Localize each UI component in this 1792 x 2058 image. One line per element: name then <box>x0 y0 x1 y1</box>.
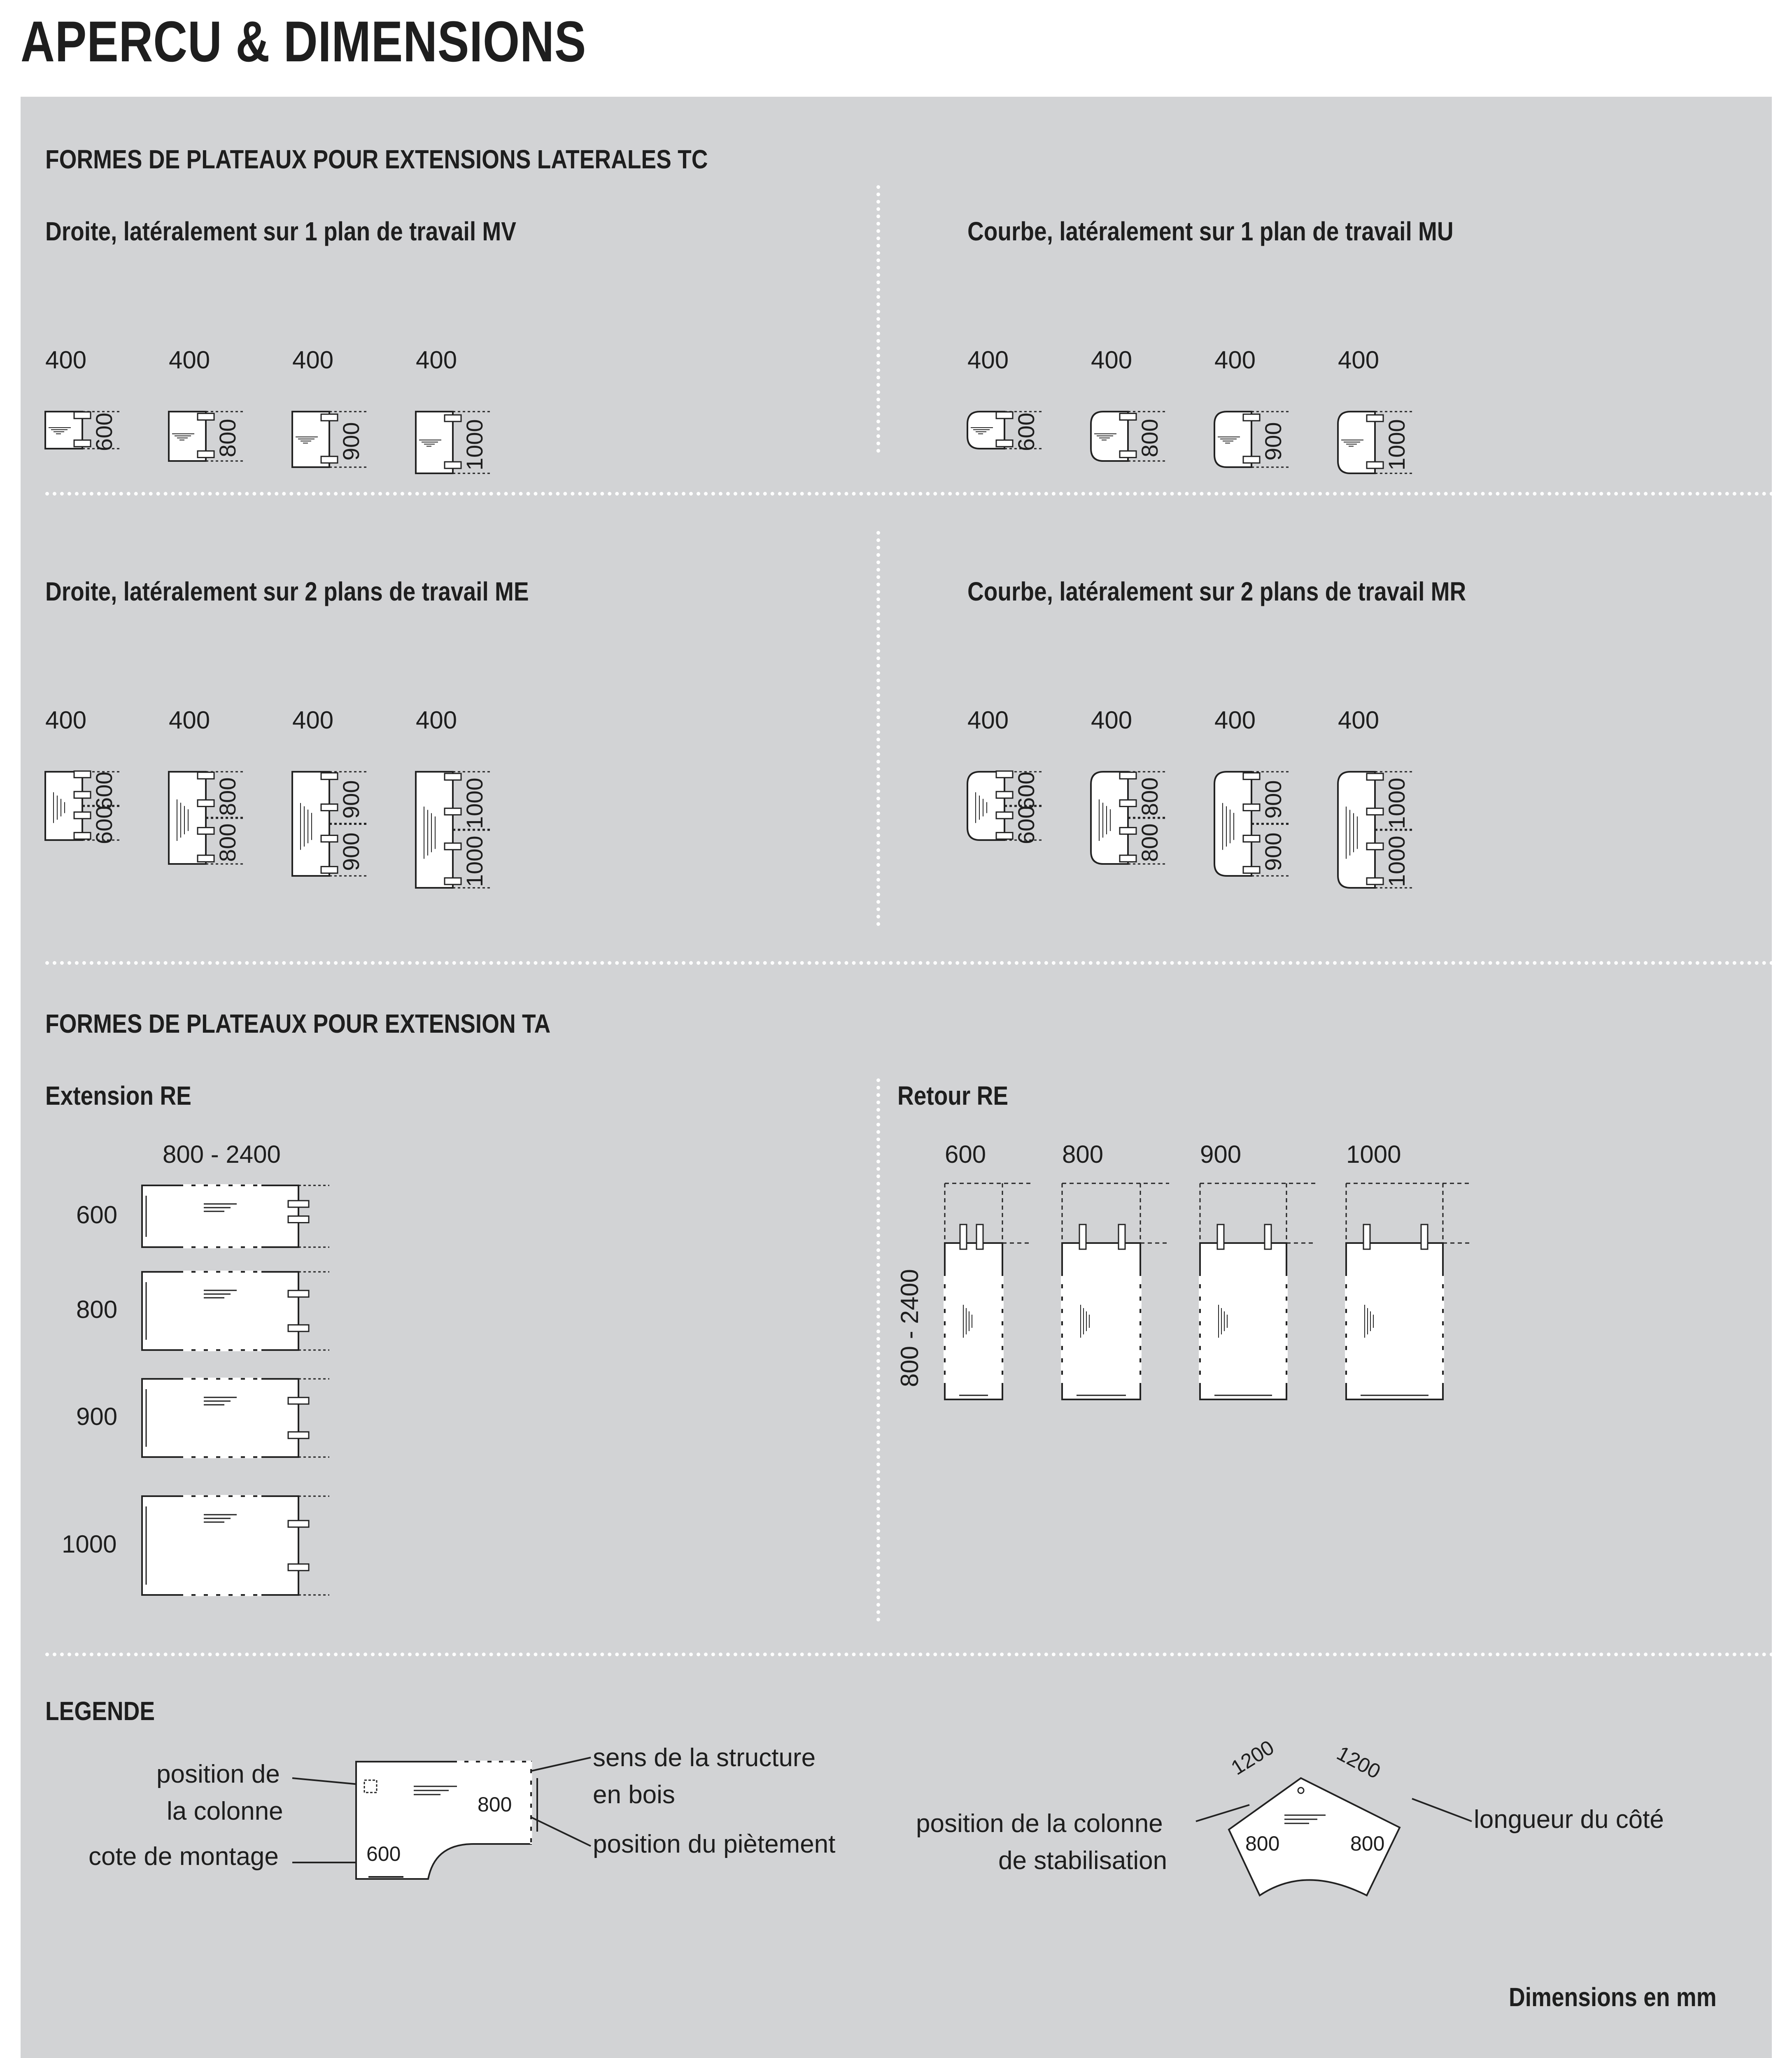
mu-length-label: 900 <box>1260 422 1286 461</box>
mr-width-label: 400 <box>1091 706 1133 734</box>
mu-length-label: 600 <box>1013 412 1039 451</box>
me-length-label-bottom: 1000 <box>461 835 487 887</box>
me-width-label: 400 <box>45 706 87 734</box>
legend-column-position-1: position de <box>156 1760 280 1788</box>
me-width-label: 400 <box>292 706 334 734</box>
extension-depth-label: 600 <box>76 1201 118 1229</box>
legend-stab-column-2: de stabilisation <box>998 1846 1167 1875</box>
tc-section-heading: FORMES DE PLATEAUX POUR EXTENSIONS LATERALES TC <box>45 144 708 174</box>
footnote-units: Dimensions en mm <box>1509 1982 1717 2012</box>
mu-length-label: 1000 <box>1384 419 1410 470</box>
mv-title: Droite, latéralement sur 1 plan de travail MV <box>45 217 516 246</box>
mv-width-label: 400 <box>169 346 210 374</box>
mr-width-label: 400 <box>1338 706 1380 734</box>
me-title: Droite, latéralement sur 2 plans de travail ME <box>45 577 529 606</box>
legend-grain-direction-2: en bois <box>593 1781 675 1809</box>
mu-title: Courbe, latéralement sur 1 plan de travail MU <box>967 217 1454 246</box>
extension-depth-label: 900 <box>76 1403 118 1430</box>
mr-title: Courbe, latéralement sur 2 plans de travail MR <box>967 577 1466 606</box>
page-title: APERCU & DIMENSIONS <box>21 9 587 74</box>
mr-width-label: 400 <box>967 706 1009 734</box>
retour-width-label: 800 <box>1062 1141 1104 1168</box>
extension-re-title: Extension RE <box>45 1081 191 1110</box>
legend-corner-side-a: 1200 <box>1227 1735 1278 1780</box>
mr-length-label-top: 1000 <box>1384 777 1410 829</box>
mv-width-label: 400 <box>292 346 334 374</box>
legend-sample-dim-a: 800 <box>478 1793 512 1816</box>
me-width-label: 400 <box>416 706 457 734</box>
mu-width-label: 400 <box>1091 346 1133 374</box>
mr-length-label-bottom: 800 <box>1137 823 1163 862</box>
mr-length-label-bottom: 1000 <box>1384 835 1410 887</box>
mv-length-label: 900 <box>338 422 364 461</box>
retour-length-label: 800 - 2400 <box>896 1269 923 1387</box>
legend-mounting-dim: cote de montage <box>89 1842 279 1871</box>
mv-length-label: 1000 <box>461 419 487 470</box>
ta-section-heading: FORMES DE PLATEAUX POUR EXTENSION TA <box>45 1009 551 1038</box>
retour-re-title: Retour RE <box>897 1081 1009 1110</box>
legend-corner-depth-a: 800 <box>1245 1832 1280 1855</box>
legend-corner-depth-b: 800 <box>1350 1832 1385 1855</box>
legend-grain-direction-1: sens de la structure <box>593 1744 816 1772</box>
mr-length-label-bottom: 900 <box>1260 832 1286 871</box>
mr-length-label-top: 800 <box>1137 777 1163 816</box>
mu-length-label: 800 <box>1137 419 1163 457</box>
content-panel <box>21 97 1772 2058</box>
legend-column-position-2: la colonne <box>167 1797 283 1825</box>
mr-width-label: 400 <box>1214 706 1256 734</box>
legend-leg-position: position du piètement <box>593 1830 836 1858</box>
retour-width-label: 900 <box>1200 1141 1242 1168</box>
retour-width-label: 600 <box>945 1141 986 1168</box>
mv-width-label: 400 <box>45 346 87 374</box>
extension-length-label: 800 - 2400 <box>163 1141 281 1168</box>
me-length-label-top: 600 <box>91 771 117 810</box>
extension-depth-label: 1000 <box>62 1530 117 1558</box>
me-length-label-bottom: 600 <box>91 806 117 844</box>
me-length-label-top: 1000 <box>461 777 487 829</box>
legend-sample-dim-b: 600 <box>366 1842 401 1865</box>
retour-width-label: 1000 <box>1346 1141 1401 1168</box>
mv-width-label: 400 <box>416 346 457 374</box>
mr-length-label-top: 900 <box>1260 780 1286 819</box>
mv-length-label: 600 <box>91 412 117 451</box>
me-length-label-top: 900 <box>338 780 364 819</box>
mr-length-label-bottom: 600 <box>1013 806 1039 844</box>
mu-width-label: 400 <box>1214 346 1256 374</box>
legend-corner-side-b: 1200 <box>1333 1741 1384 1783</box>
legend-stab-column-1: position de la colonne <box>916 1809 1163 1838</box>
mu-width-label: 400 <box>967 346 1009 374</box>
me-length-label-top: 800 <box>214 777 240 816</box>
extension-depth-label: 800 <box>76 1296 118 1323</box>
retour-re-diagrams <box>21 97 1772 2058</box>
me-length-label-bottom: 900 <box>338 832 364 871</box>
mv-length-label: 800 <box>214 419 240 457</box>
me-width-label: 400 <box>169 706 210 734</box>
legend-side-length: longueur du côté <box>1474 1805 1664 1834</box>
mu-width-label: 400 <box>1338 346 1380 374</box>
legend-heading: LEGENDE <box>45 1696 155 1726</box>
me-length-label-bottom: 800 <box>214 823 240 862</box>
mr-length-label-top: 600 <box>1013 771 1039 810</box>
